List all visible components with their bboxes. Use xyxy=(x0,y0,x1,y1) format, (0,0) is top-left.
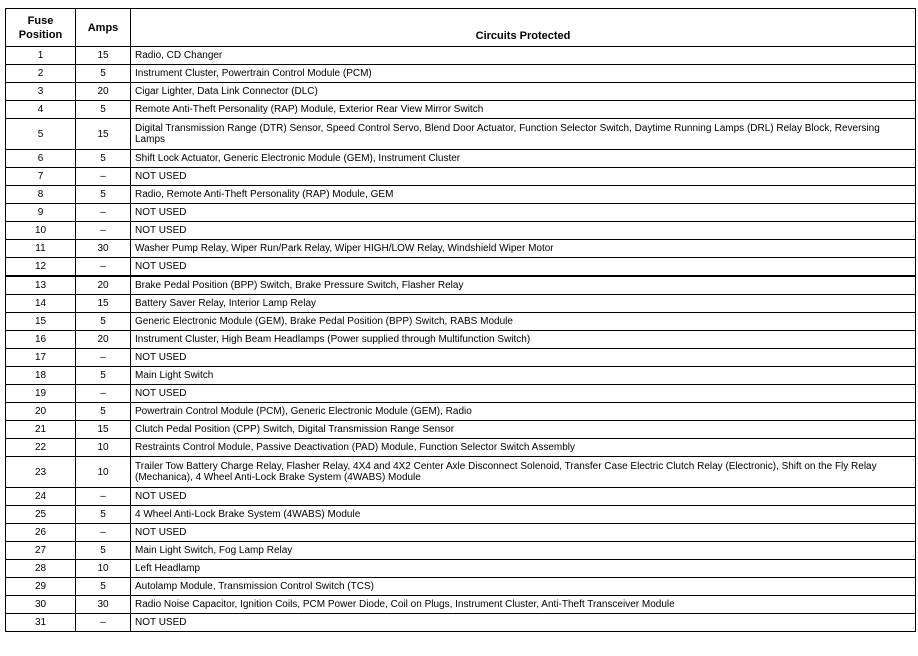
amps-cell: 5 xyxy=(76,101,131,119)
amps-cell: – xyxy=(76,614,131,632)
amps-cell: – xyxy=(76,349,131,367)
amps-cell: 5 xyxy=(76,506,131,524)
circuits-cell: Radio, Remote Anti-Theft Personality (RAP) Module, GEM xyxy=(131,186,916,204)
fuse-position-cell: 9 xyxy=(6,204,76,222)
table-row xyxy=(6,349,916,367)
circuits-cell: Main Light Switch xyxy=(131,367,916,385)
table-row xyxy=(6,83,916,101)
fuse-position-cell: 8 xyxy=(6,186,76,204)
fuse-position-cell: 19 xyxy=(6,385,76,403)
circuits-cell: Generic Electronic Module (GEM), Brake Pedal Position (BPP) Switch, RABS Module xyxy=(131,313,916,331)
amps-cell: – xyxy=(76,385,131,403)
circuits-cell: Instrument Cluster, Powertrain Control Module (PCM) xyxy=(131,65,916,83)
fuse-position-cell: 16 xyxy=(6,331,76,349)
header-position-line2: Position xyxy=(18,28,63,41)
fuse-position-cell: 5 xyxy=(6,119,76,150)
fuse-position-cell: 14 xyxy=(6,295,76,313)
table-row xyxy=(6,578,916,596)
circuits-cell: NOT USED xyxy=(131,524,916,542)
amps-cell: 10 xyxy=(76,457,131,488)
circuits-cell: Clutch Pedal Position (CPP) Switch, Digital Transmission Range Sensor xyxy=(131,421,916,439)
circuits-cell: Digital Transmission Range (DTR) Sensor, Speed Control Servo, Blend Door Actuator, Function Selector Switch, Daytime Running Lamps (DRL) Relay Block, Reversing Lamps xyxy=(131,119,916,150)
fuse-position-cell: 18 xyxy=(6,367,76,385)
amps-cell: – xyxy=(76,204,131,222)
fuse-position-cell: 15 xyxy=(6,313,76,331)
fuse-position-cell: 11 xyxy=(6,240,76,258)
table-row xyxy=(6,614,916,632)
amps-cell: 5 xyxy=(76,403,131,421)
table-row xyxy=(6,240,916,258)
table-row xyxy=(6,65,916,83)
table-row xyxy=(6,524,916,542)
fuse-position-cell: 7 xyxy=(6,168,76,186)
fuse-table-body xyxy=(6,47,916,632)
amps-cell: 20 xyxy=(76,331,131,349)
fuse-position-cell: 21 xyxy=(6,421,76,439)
circuits-cell: NOT USED xyxy=(131,222,916,240)
amps-cell: 5 xyxy=(76,150,131,168)
fuse-position-cell: 28 xyxy=(6,560,76,578)
fuse-position-cell: 20 xyxy=(6,403,76,421)
fuse-position-cell: 1 xyxy=(6,47,76,65)
amps-cell: 15 xyxy=(76,421,131,439)
circuits-cell: Powertrain Control Module (PCM), Generic Electronic Module (GEM), Radio xyxy=(131,403,916,421)
circuits-cell: Shift Lock Actuator, Generic Electronic Module (GEM), Instrument Cluster xyxy=(131,150,916,168)
table-row xyxy=(6,101,916,119)
table-row xyxy=(6,421,916,439)
amps-cell: 5 xyxy=(76,542,131,560)
circuits-cell: NOT USED xyxy=(131,349,916,367)
circuits-cell: NOT USED xyxy=(131,488,916,506)
table-row xyxy=(6,331,916,349)
circuits-cell: Remote Anti-Theft Personality (RAP) Module, Exterior Rear View Mirror Switch xyxy=(131,101,916,119)
amps-cell: 5 xyxy=(76,578,131,596)
fuse-position-cell: 24 xyxy=(6,488,76,506)
table-row xyxy=(6,276,916,295)
table-row xyxy=(6,385,916,403)
table-row xyxy=(6,204,916,222)
fuse-position-cell: 23 xyxy=(6,457,76,488)
fuse-position-cell: 10 xyxy=(6,222,76,240)
amps-cell: – xyxy=(76,168,131,186)
amps-cell: 30 xyxy=(76,596,131,614)
header-position-line1: Fuse xyxy=(27,14,54,27)
table-row xyxy=(6,222,916,240)
circuits-cell: Battery Saver Relay, Interior Lamp Relay xyxy=(131,295,916,313)
circuits-cell: 4 Wheel Anti-Lock Brake System (4WABS) Module xyxy=(131,506,916,524)
amps-cell: – xyxy=(76,222,131,240)
amps-cell: – xyxy=(76,524,131,542)
amps-cell: 15 xyxy=(76,47,131,65)
table-row xyxy=(6,258,916,277)
table-row xyxy=(6,186,916,204)
circuits-cell: NOT USED xyxy=(131,258,916,277)
fuse-position-cell: 30 xyxy=(6,596,76,614)
circuits-cell: Washer Pump Relay, Wiper Run/Park Relay, Wiper HIGH/LOW Relay, Windshield Wiper Motor xyxy=(131,240,916,258)
circuits-cell: NOT USED xyxy=(131,614,916,632)
header-circuits-protected: Circuits Protected xyxy=(131,9,916,47)
amps-cell: 5 xyxy=(76,367,131,385)
table-row xyxy=(6,168,916,186)
amps-cell: 10 xyxy=(76,560,131,578)
table-row xyxy=(6,150,916,168)
table-row xyxy=(6,560,916,578)
header-row xyxy=(6,9,916,47)
table-row xyxy=(6,367,916,385)
table-row xyxy=(6,295,916,313)
table-row xyxy=(6,506,916,524)
table-row xyxy=(6,403,916,421)
fuse-position-cell: 6 xyxy=(6,150,76,168)
amps-cell: 20 xyxy=(76,276,131,295)
fuse-table-container xyxy=(5,8,915,632)
amps-cell: – xyxy=(76,258,131,277)
circuits-cell: Instrument Cluster, High Beam Headlamps (Power supplied through Multifunction Switch) xyxy=(131,331,916,349)
circuits-cell: Left Headlamp xyxy=(131,560,916,578)
table-row xyxy=(6,488,916,506)
table-row xyxy=(6,47,916,65)
circuits-cell: Radio Noise Capacitor, Ignition Coils, PCM Power Diode, Coil on Plugs, Instrument Cluster, Anti-Theft Transceiver Module xyxy=(131,596,916,614)
table-row xyxy=(6,457,916,488)
fuse-position-cell: 25 xyxy=(6,506,76,524)
amps-cell: 15 xyxy=(76,295,131,313)
amps-cell: – xyxy=(76,488,131,506)
circuits-cell: Restraints Control Module, Passive Deactivation (PAD) Module, Function Selector Switch Assembly xyxy=(131,439,916,457)
table-row xyxy=(6,119,916,150)
fuse-table xyxy=(5,8,916,632)
amps-cell: 20 xyxy=(76,83,131,101)
circuits-cell: Brake Pedal Position (BPP) Switch, Brake Pressure Switch, Flasher Relay xyxy=(131,276,916,295)
circuits-cell: Trailer Tow Battery Charge Relay, Flasher Relay, 4X4 and 4X2 Center Axle Disconnect Solenoid, Transfer Case Electric Clutch Relay (Electronic), Shift on the Fly Relay (Mechanica), 4 Wheel Anti-Lock Brake System (4WABS) Module xyxy=(131,457,916,488)
fuse-position-cell: 26 xyxy=(6,524,76,542)
table-row xyxy=(6,439,916,457)
fuse-position-cell: 31 xyxy=(6,614,76,632)
amps-cell: 30 xyxy=(76,240,131,258)
fuse-position-cell: 13 xyxy=(6,276,76,295)
header-fuse-position xyxy=(6,9,76,47)
fuse-position-cell: 29 xyxy=(6,578,76,596)
table-row xyxy=(6,596,916,614)
circuits-cell: NOT USED xyxy=(131,204,916,222)
amps-cell: 10 xyxy=(76,439,131,457)
fuse-position-cell: 27 xyxy=(6,542,76,560)
fuse-position-cell: 3 xyxy=(6,83,76,101)
circuits-cell: NOT USED xyxy=(131,168,916,186)
fuse-position-cell: 4 xyxy=(6,101,76,119)
circuits-cell: Radio, CD Changer xyxy=(131,47,916,65)
table-row xyxy=(6,542,916,560)
fuse-position-cell: 17 xyxy=(6,349,76,367)
circuits-cell: Cigar Lighter, Data Link Connector (DLC) xyxy=(131,83,916,101)
circuits-cell: Main Light Switch, Fog Lamp Relay xyxy=(131,542,916,560)
fuse-position-cell: 12 xyxy=(6,258,76,277)
amps-cell: 5 xyxy=(76,186,131,204)
fuse-position-cell: 2 xyxy=(6,65,76,83)
circuits-cell: Autolamp Module, Transmission Control Switch (TCS) xyxy=(131,578,916,596)
amps-cell: 15 xyxy=(76,119,131,150)
fuse-position-cell: 22 xyxy=(6,439,76,457)
table-row xyxy=(6,313,916,331)
amps-cell: 5 xyxy=(76,65,131,83)
header-amps: Amps xyxy=(76,9,131,47)
circuits-cell: NOT USED xyxy=(131,385,916,403)
amps-cell: 5 xyxy=(76,313,131,331)
